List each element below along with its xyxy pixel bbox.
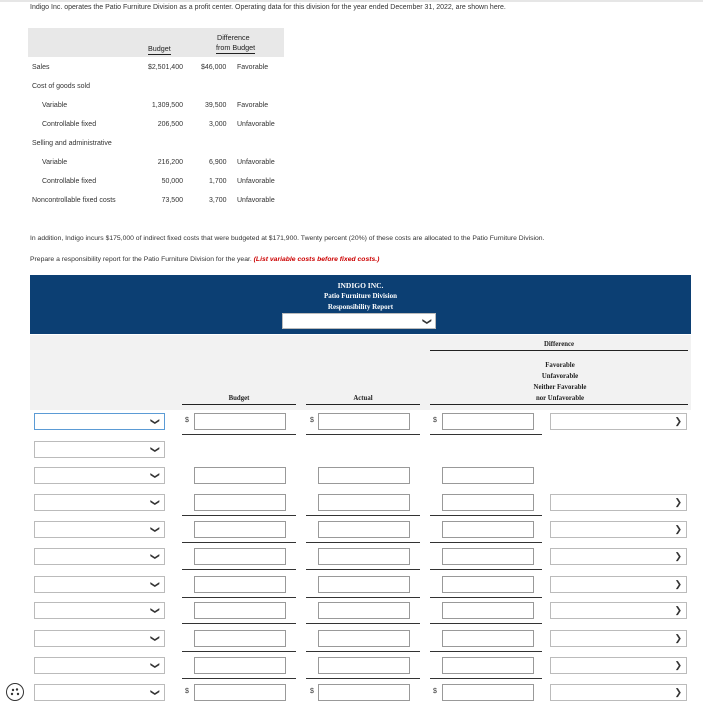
actual-amount-input[interactable]: [318, 684, 410, 701]
actual-amount-input[interactable]: [318, 576, 410, 593]
row-diff-sa-variable: 6,900: [209, 159, 227, 166]
budget-amount-input[interactable]: [194, 576, 286, 593]
row-label-selling-admin: Selling and administrative: [32, 140, 112, 147]
row-budget-cogs-variable: 1,309,500: [151, 102, 183, 109]
favorable-status-select[interactable]: [550, 413, 687, 430]
row-status-cogs-variable: Favorable: [237, 102, 269, 109]
chevron-right-icon: ❯: [674, 579, 682, 589]
row-label-select[interactable]: [34, 521, 165, 538]
difference-sub-neither: Neither Favorable: [533, 384, 587, 391]
note-instruction: [30, 256, 379, 263]
difference-amount-input[interactable]: [442, 494, 534, 511]
row-diff-cogs-variable: 39,500: [205, 102, 227, 109]
difference-header-line2: from Budget: [216, 43, 256, 52]
report-title: Responsibility Report: [327, 303, 394, 311]
accessibility-icon[interactable]: [6, 683, 24, 701]
chevron-down-icon: ❯: [150, 634, 161, 643]
favorable-status-select[interactable]: [550, 630, 687, 647]
row-underline: [306, 569, 420, 570]
row-underline: [430, 597, 542, 598]
row-budget-sa-fixed: 50,000: [161, 178, 183, 185]
favorable-status-select[interactable]: [550, 657, 687, 674]
row-underline: [182, 623, 296, 624]
currency-symbol: $: [433, 417, 437, 424]
intro-text: Indigo Inc. operates the Patio Furniture Division as a profit center. Operating data for this division for the year ended December 31, 2022, are shown here.: [30, 4, 506, 11]
row-label-select[interactable]: [34, 467, 165, 484]
row-label-select[interactable]: [34, 684, 165, 701]
row-underline: [430, 678, 542, 679]
chevron-down-icon: ❯: [150, 688, 161, 697]
actual-amount-input[interactable]: [318, 630, 410, 647]
row-status-sales: Favorable: [237, 64, 269, 71]
row-underline: [182, 434, 296, 435]
row-label-noncontrollable: Noncontrollable fixed costs: [32, 197, 116, 204]
row-underline: [430, 651, 542, 652]
row-underline: [306, 597, 420, 598]
budget-amount-input[interactable]: [194, 602, 286, 619]
actual-amount-input[interactable]: [318, 413, 410, 430]
row-underline: [182, 569, 296, 570]
chevron-down-icon: ❯: [150, 417, 161, 426]
favorable-status-select[interactable]: [550, 684, 687, 701]
difference-amount-input[interactable]: [442, 602, 534, 619]
difference-header-line1: Difference: [217, 33, 250, 42]
favorable-status-select[interactable]: [550, 548, 687, 565]
row-label-cogs-fixed: Controllable fixed: [42, 121, 97, 128]
note-instruction-emphasis: (List variable costs before fixed costs.): [253, 256, 380, 263]
budget-header: Budget: [148, 44, 171, 53]
budget-amount-input[interactable]: [194, 413, 286, 430]
currency-symbol: $: [185, 688, 189, 695]
chevron-down-icon: ❯: [150, 498, 161, 507]
row-label-select[interactable]: [34, 413, 165, 430]
chevron-right-icon: ❯: [674, 687, 682, 697]
difference-amount-input[interactable]: [442, 521, 534, 538]
favorable-status-select[interactable]: [550, 602, 687, 619]
row-underline: [306, 542, 420, 543]
actual-amount-input[interactable]: [318, 467, 410, 484]
difference-amount-input[interactable]: [442, 576, 534, 593]
row-label-select[interactable]: [34, 657, 165, 674]
budget-amount-input[interactable]: [194, 494, 286, 511]
row-label-sa-fixed: Controllable fixed: [42, 178, 97, 185]
currency-symbol: $: [433, 688, 437, 695]
budget-header-rule: [182, 404, 296, 405]
budget-amount-input[interactable]: [194, 630, 286, 647]
chevron-down-icon: ❯: [150, 552, 161, 561]
report-division: Patio Furniture Division: [324, 292, 397, 300]
row-underline: [182, 651, 296, 652]
chevron-right-icon: ❯: [674, 524, 682, 534]
row-diff-sales: $46,000: [201, 64, 227, 71]
row-label-select[interactable]: [34, 548, 165, 565]
difference-amount-input[interactable]: [442, 548, 534, 565]
top-divider: [0, 0, 703, 2]
difference-bottom-rule: [430, 404, 688, 405]
actual-amount-input[interactable]: [318, 602, 410, 619]
chevron-right-icon: ❯: [674, 497, 682, 507]
currency-symbol: $: [310, 688, 314, 695]
row-label-sa-variable: Variable: [42, 159, 68, 166]
note-indirect-costs: In addition, Indigo incurs $175,000 of indirect fixed costs that were budgeted at $171,900. Twenty percent (20%) of these costs are allocated to the Patio Furniture Division.: [30, 235, 545, 242]
row-underline: [306, 515, 420, 516]
row-underline: [306, 651, 420, 652]
chevron-right-icon: ❯: [674, 551, 682, 561]
row-budget-sa-variable: 216,200: [157, 159, 183, 166]
row-label-cogs-variable: Variable: [42, 102, 68, 109]
chevron-down-icon: ❯: [150, 661, 161, 670]
report-company: INDIGO INC.: [337, 281, 384, 290]
currency-symbol: $: [185, 417, 189, 424]
row-label-select[interactable]: [34, 630, 165, 647]
favorable-status-select[interactable]: [550, 576, 687, 593]
row-status-cogs-fixed: Unfavorable: [237, 121, 275, 128]
difference-sub-unfavorable: Unfavorable: [541, 373, 579, 380]
actual-amount-input[interactable]: [318, 521, 410, 538]
difference-amount-input[interactable]: [442, 684, 534, 701]
chevron-down-icon: ❯: [150, 580, 161, 589]
chevron-right-icon: ❯: [674, 416, 682, 426]
actual-amount-input[interactable]: [318, 548, 410, 565]
row-underline: [430, 569, 542, 570]
row-label-select[interactable]: [34, 576, 165, 593]
row-underline: [182, 597, 296, 598]
row-label-select[interactable]: [34, 441, 165, 458]
row-underline: [182, 678, 296, 679]
row-label-sales: Sales: [32, 64, 50, 71]
row-label-select[interactable]: [34, 494, 165, 511]
row-underline: [430, 515, 542, 516]
actual-header-rule: [306, 404, 420, 405]
row-underline: [182, 515, 296, 516]
budget-amount-input[interactable]: [194, 521, 286, 538]
chevron-down-icon: ❯: [150, 471, 161, 480]
actual-column-header: Actual: [353, 395, 373, 402]
row-diff-sa-fixed: 1,700: [209, 178, 227, 185]
difference-header-rule: [430, 350, 688, 351]
favorable-status-select[interactable]: [550, 521, 687, 538]
actual-amount-input[interactable]: [318, 494, 410, 511]
difference-amount-input[interactable]: [442, 467, 534, 484]
chevron-down-icon: ❯: [150, 445, 161, 454]
note-instruction-text: Prepare a responsibility report for the Patio Furniture Division for the year.: [30, 256, 252, 263]
row-underline: [182, 542, 296, 543]
chevron-down-icon: ❯: [150, 606, 161, 615]
budget-amount-input[interactable]: [194, 657, 286, 674]
row-budget-noncontrollable: 73,500: [161, 197, 183, 204]
row-label-cogs: Cost of goods sold: [32, 83, 90, 90]
difference-amount-input[interactable]: [442, 630, 534, 647]
row-underline: [430, 623, 542, 624]
row-status-noncontrollable: Unfavorable: [237, 197, 275, 204]
chevron-right-icon: ❯: [674, 660, 682, 670]
budget-amount-input[interactable]: [194, 684, 286, 701]
row-underline: [306, 678, 420, 679]
difference-amount-input[interactable]: [442, 657, 534, 674]
favorable-status-select[interactable]: [550, 494, 687, 511]
difference-amount-input[interactable]: [442, 413, 534, 430]
row-underline: [306, 623, 420, 624]
row-budget-cogs-fixed: 206,500: [157, 121, 183, 128]
row-diff-noncontrollable: 3,700: [209, 197, 227, 204]
row-diff-cogs-fixed: 3,000: [209, 121, 227, 128]
budget-column-header: Budget: [228, 395, 250, 402]
difference-sub-nor: nor Unfavorable: [535, 395, 585, 402]
row-underline: [430, 434, 542, 435]
row-status-sa-variable: Unfavorable: [237, 159, 275, 166]
chevron-down-icon: ❯: [150, 525, 161, 534]
row-label-select[interactable]: [34, 602, 165, 619]
budget-amount-input[interactable]: [194, 548, 286, 565]
row-budget-sales: $2,501,400: [147, 64, 183, 71]
chevron-down-icon: ❯: [422, 317, 433, 326]
chevron-right-icon: ❯: [674, 605, 682, 615]
row-status-sa-fixed: Unfavorable: [237, 178, 275, 185]
difference-column-header: Difference: [543, 341, 575, 348]
currency-symbol: $: [310, 417, 314, 424]
budget-amount-input[interactable]: [194, 467, 286, 484]
row-underline: [430, 542, 542, 543]
row-underline: [306, 434, 420, 435]
chevron-right-icon: ❯: [674, 633, 682, 643]
actual-amount-input[interactable]: [318, 657, 410, 674]
difference-sub-favorable: Favorable: [545, 362, 575, 369]
report-period-select[interactable]: [282, 313, 436, 329]
